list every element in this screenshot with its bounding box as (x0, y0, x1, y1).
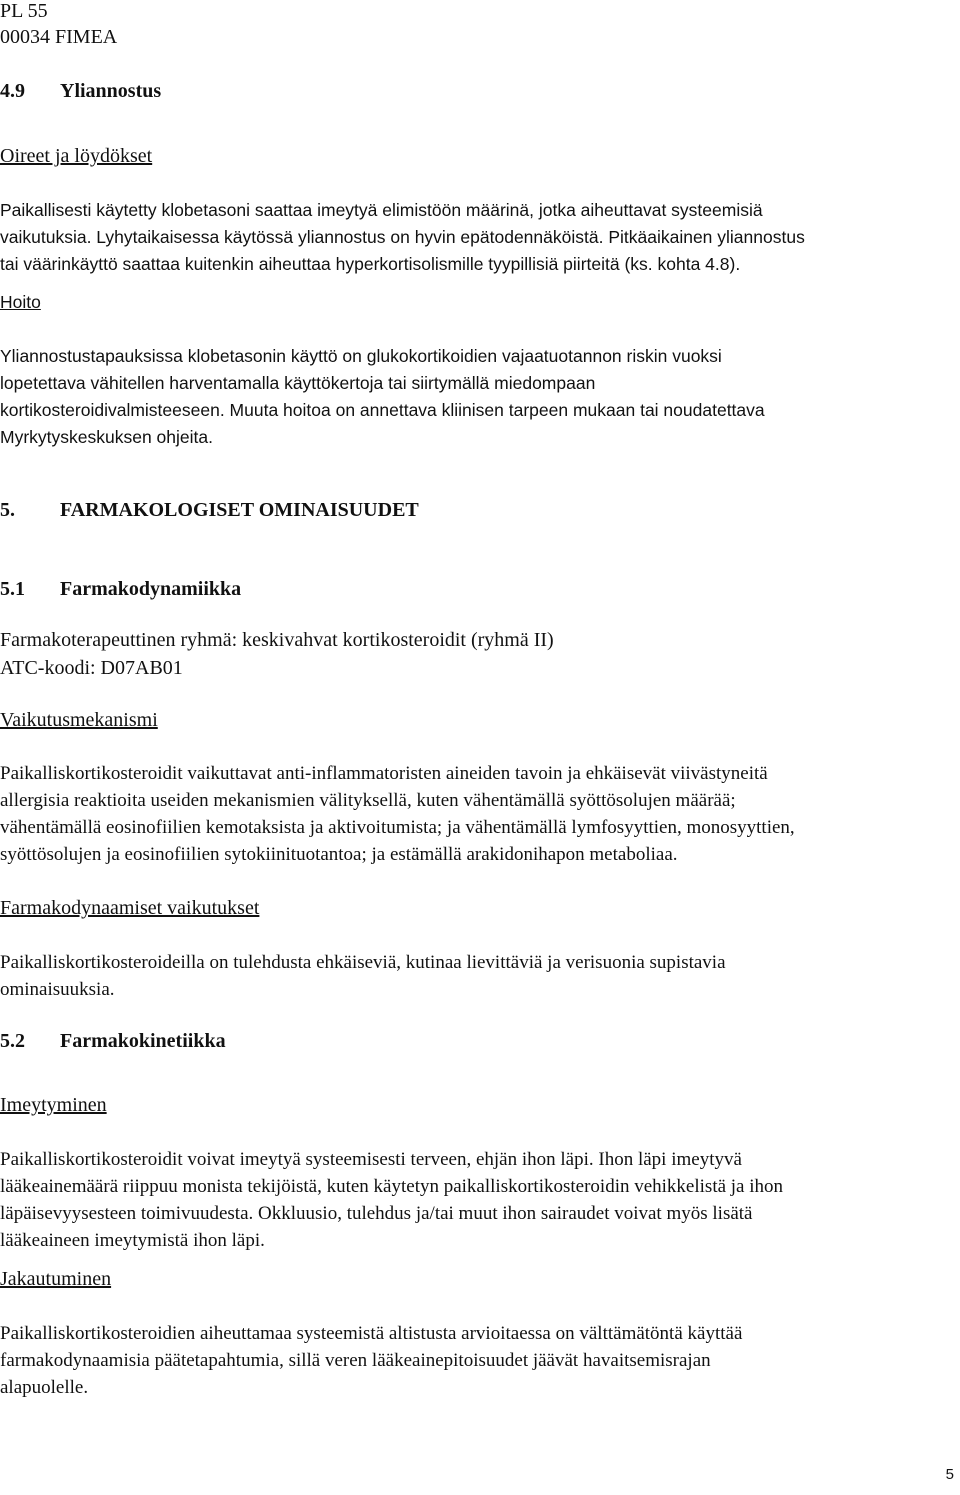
distribution-subheading: Jakautuminen (0, 1268, 112, 1290)
section-5-2-heading (0, 1028, 226, 1054)
paragraph-line: farmakodynaamisia päätetapahtumia, sillä veren lääkeainepitoisuudet jäävät havaitsemisrajan (0, 1350, 711, 1371)
paragraph-line: Paikalliskortikosteroidit voivat imeytyä systeemisesti terveen, ehjän ihon läpi. Ihon läpi imeytyvä (0, 1149, 742, 1170)
mechanism-paragraph (0, 760, 930, 868)
pharmacotherapeutic-group (0, 626, 554, 682)
mechanism-subheading: Vaikutusmekanismi (0, 709, 158, 731)
section-number: 5.1 (0, 578, 25, 600)
paragraph-line: lääkeaineen imeytymistä ihon läpi. (0, 1230, 265, 1251)
section-4-9-heading (0, 78, 161, 104)
group-line: Farmakoterapeuttinen ryhmä: keskivahvat kortikosteroidit (ryhmä II) (0, 629, 554, 651)
atc-code-line: ATC-koodi: D07AB01 (0, 657, 183, 679)
symptoms-subheading: Oireet ja löydökset (0, 145, 153, 167)
paragraph-line: Yliannostustapauksissa klobetasonin käyttö on glukokortikoidien vajaatuotannon riskin vuoksi (0, 346, 722, 366)
header-address-line-2: 00034 FIMEA (0, 26, 118, 48)
effects-subheading: Farmakodynaamiset vaikutukset (0, 897, 260, 919)
page-number: 5 (945, 1466, 954, 1483)
paragraph-line: vähentämällä eosinofiilien kemotaksista ja aktivoitumista; ja vähentämällä lymfosyyttien, monosyyttien, (0, 817, 795, 838)
absorption-subheading: Imeytyminen (0, 1094, 107, 1116)
header-address-line-1: PL 55 (0, 0, 48, 22)
paragraph-line: Paikalliskortikosteroidien aiheuttamaa systeemistä altistusta arvioitaessa on välttämätöntä käyttää (0, 1323, 743, 1344)
distribution-paragraph (0, 1320, 930, 1401)
section-title: Yliannostus (60, 80, 162, 102)
section-title: Farmakodynamiikka (60, 578, 242, 600)
paragraph-line: Paikalliskortikosteroideilla on tulehdusta ehkäiseviä, kutinaa lievittäviä ja verisuonia supistavia (0, 952, 726, 973)
paragraph-line: alapuolelle. (0, 1377, 89, 1398)
treatment-paragraph (0, 343, 925, 451)
absorption-paragraph (0, 1146, 930, 1254)
effects-paragraph (0, 949, 930, 1003)
section-title: Farmakokinetiikka (60, 1030, 226, 1052)
paragraph-line: lääkeainemäärä riippuu monista tekijöistä, kuten käytetyn paikalliskortikosteroidin vehikkelistä ja ihon (0, 1176, 784, 1197)
paragraph-line: läpäisevyysesteen toimivuudesta. Okkluusio, tulehdus ja/tai muut ihon sairaudet voivat myös lisätä (0, 1203, 753, 1224)
paragraph-line: tai väärinkäyttö saattaa kuitenkin aiheuttaa hyperkortisolismille tyypillisiä piirteitä (ks. kohta 4.8). (0, 254, 741, 274)
section-5-1-heading (0, 576, 241, 602)
section-5-heading (0, 497, 419, 523)
paragraph-line: allergisia reaktioita useiden mekanismien välityksellä, kuten vähentämällä syöttösolujen määrää; (0, 790, 736, 811)
paragraph-line: vaikutuksia. Lyhytaikaisessa käytössä yliannostus on hyvin epätodennäköistä. Pitkäaikainen yliannostus (0, 227, 805, 247)
paragraph-line: Myrkytyskeskuksen ohjeita. (0, 427, 213, 447)
paragraph-line: kortikosteroidivalmisteeseen. Muuta hoitoa on annettava kliinisen tarpeen mukaan tai noudatettava (0, 400, 765, 420)
paragraph-line: Paikallisesti käytetty klobetasoni saattaa imeytyä elimistöön määrinä, jotka aiheuttavat systeemisiä (0, 200, 763, 220)
paragraph-line: syöttösolujen ja eosinofiilien sytokiinituotantoa; ja estämällä arakidonihapon metaboliaa. (0, 844, 678, 865)
section-title: FARMAKOLOGISET OMINAISUUDET (60, 499, 419, 521)
section-number: 4.9 (0, 80, 25, 102)
treatment-subheading: Hoito (0, 292, 41, 312)
paragraph-line: Paikalliskortikosteroidit vaikuttavat anti-inflammatoristen aineiden tavoin ja ehkäisevät viivästyneitä (0, 763, 768, 784)
section-number: 5. (0, 499, 15, 521)
section-number: 5.2 (0, 1030, 25, 1052)
symptoms-paragraph (0, 197, 925, 278)
paragraph-line: ominaisuuksia. (0, 979, 115, 1000)
paragraph-line: lopetettava vähitellen harventamalla käyttökertoja tai siirtymällä miedompaan (0, 373, 596, 393)
